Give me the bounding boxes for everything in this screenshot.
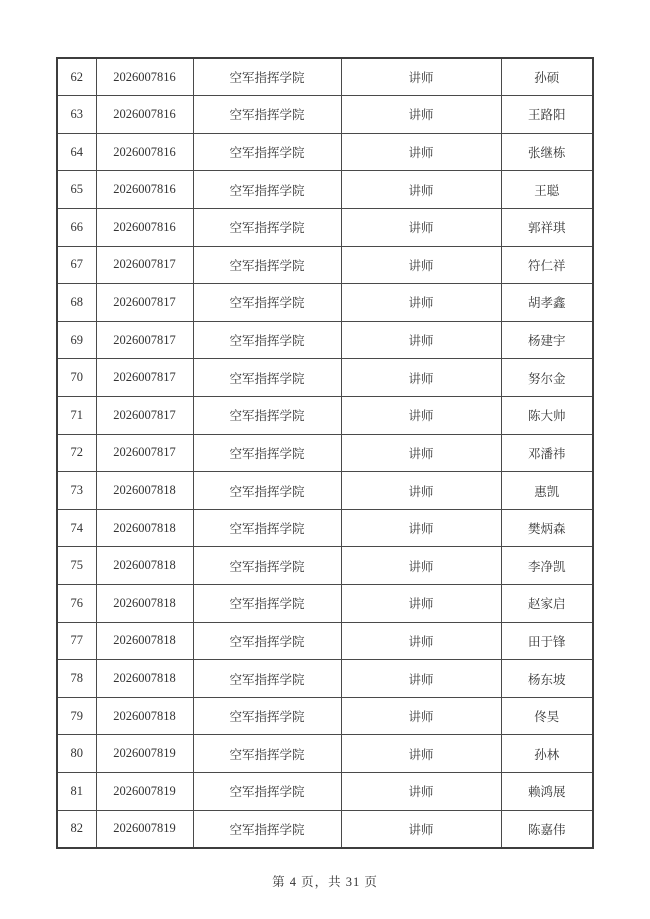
- job-title-cell: 讲师: [341, 585, 501, 623]
- institution-cell: 空军指挥学院: [193, 133, 341, 171]
- person-name-cell: 惠凯: [501, 472, 593, 510]
- row-number-cell: 75: [57, 547, 96, 585]
- person-id-cell: 2026007816: [96, 171, 193, 209]
- row-number-cell: 77: [57, 622, 96, 660]
- person-name-cell: 陈大帅: [501, 396, 593, 434]
- institution-cell: 空军指挥学院: [193, 171, 341, 209]
- job-title-cell: 讲师: [341, 622, 501, 660]
- person-id-cell: 2026007818: [96, 622, 193, 660]
- institution-cell: 空军指挥学院: [193, 321, 341, 359]
- job-title-cell: 讲师: [341, 697, 501, 735]
- institution-cell: 空军指挥学院: [193, 622, 341, 660]
- staff-roster-table: [56, 57, 594, 849]
- row-number-cell: 62: [57, 58, 96, 96]
- person-name-cell: 努尔金: [501, 359, 593, 397]
- row-number-cell: 72: [57, 434, 96, 472]
- person-name-cell: 王聪: [501, 171, 593, 209]
- job-title-cell: 讲师: [341, 208, 501, 246]
- institution-cell: 空军指挥学院: [193, 396, 341, 434]
- row-number-cell: 73: [57, 472, 96, 510]
- institution-cell: 空军指挥学院: [193, 585, 341, 623]
- person-name-cell: 杨建宇: [501, 321, 593, 359]
- row-number-cell: 78: [57, 660, 96, 698]
- person-id-cell: 2026007817: [96, 396, 193, 434]
- table-row: [57, 246, 593, 284]
- table-row: [57, 171, 593, 209]
- person-id-cell: 2026007818: [96, 585, 193, 623]
- person-name-cell: 王路阳: [501, 96, 593, 134]
- institution-cell: 空军指挥学院: [193, 359, 341, 397]
- person-name-cell: 符仁祥: [501, 246, 593, 284]
- person-name-cell: 胡孝鑫: [501, 284, 593, 322]
- row-number-cell: 74: [57, 509, 96, 547]
- person-name-cell: 李净凯: [501, 547, 593, 585]
- institution-cell: 空军指挥学院: [193, 246, 341, 284]
- person-id-cell: 2026007817: [96, 321, 193, 359]
- job-title-cell: 讲师: [341, 396, 501, 434]
- person-id-cell: 2026007819: [96, 735, 193, 773]
- person-id-cell: 2026007817: [96, 246, 193, 284]
- table-row: [57, 434, 593, 472]
- person-id-cell: 2026007816: [96, 208, 193, 246]
- institution-cell: 空军指挥学院: [193, 773, 341, 811]
- person-name-cell: 樊炳森: [501, 509, 593, 547]
- person-id-cell: 2026007818: [96, 509, 193, 547]
- row-number-cell: 70: [57, 359, 96, 397]
- person-name-cell: 佟昊: [501, 697, 593, 735]
- table-row: [57, 133, 593, 171]
- person-id-cell: 2026007817: [96, 434, 193, 472]
- person-name-cell: 杨东坡: [501, 660, 593, 698]
- job-title-cell: 讲师: [341, 58, 501, 96]
- row-number-cell: 65: [57, 171, 96, 209]
- person-id-cell: 2026007818: [96, 547, 193, 585]
- person-id-cell: 2026007818: [96, 660, 193, 698]
- table-row: [57, 208, 593, 246]
- row-number-cell: 67: [57, 246, 96, 284]
- job-title-cell: 讲师: [341, 246, 501, 284]
- person-id-cell: 2026007819: [96, 773, 193, 811]
- institution-cell: 空军指挥学院: [193, 697, 341, 735]
- table-body: [57, 58, 593, 848]
- row-number-cell: 79: [57, 697, 96, 735]
- person-id-cell: 2026007816: [96, 58, 193, 96]
- table-row: [57, 58, 593, 96]
- table-row: [57, 396, 593, 434]
- institution-cell: 空军指挥学院: [193, 509, 341, 547]
- job-title-cell: 讲师: [341, 773, 501, 811]
- person-name-cell: 郭祥琪: [501, 208, 593, 246]
- institution-cell: 空军指挥学院: [193, 96, 341, 134]
- row-number-cell: 63: [57, 96, 96, 134]
- page-number-indicator: 第 4 页，共 31 页: [272, 875, 378, 889]
- job-title-cell: 讲师: [341, 509, 501, 547]
- job-title-cell: 讲师: [341, 547, 501, 585]
- table-row: [57, 660, 593, 698]
- institution-cell: 空军指挥学院: [193, 660, 341, 698]
- person-name-cell: 陈嘉伟: [501, 810, 593, 848]
- institution-cell: 空军指挥学院: [193, 472, 341, 510]
- person-name-cell: 邓潘祎: [501, 434, 593, 472]
- job-title-cell: 讲师: [341, 472, 501, 510]
- row-number-cell: 81: [57, 773, 96, 811]
- row-number-cell: 80: [57, 735, 96, 773]
- person-id-cell: 2026007817: [96, 359, 193, 397]
- job-title-cell: 讲师: [341, 284, 501, 322]
- row-number-cell: 68: [57, 284, 96, 322]
- row-number-cell: 82: [57, 810, 96, 848]
- job-title-cell: 讲师: [341, 96, 501, 134]
- job-title-cell: 讲师: [341, 660, 501, 698]
- job-title-cell: 讲师: [341, 434, 501, 472]
- person-id-cell: 2026007819: [96, 810, 193, 848]
- institution-cell: 空军指挥学院: [193, 208, 341, 246]
- table-row: [57, 735, 593, 773]
- institution-cell: 空军指挥学院: [193, 547, 341, 585]
- person-name-cell: 张继栋: [501, 133, 593, 171]
- job-title-cell: 讲师: [341, 171, 501, 209]
- job-title-cell: 讲师: [341, 133, 501, 171]
- table-row: [57, 509, 593, 547]
- person-id-cell: 2026007818: [96, 472, 193, 510]
- person-name-cell: 孙林: [501, 735, 593, 773]
- job-title-cell: 讲师: [341, 810, 501, 848]
- person-id-cell: 2026007818: [96, 697, 193, 735]
- person-name-cell: 赖鸿展: [501, 773, 593, 811]
- row-number-cell: 76: [57, 585, 96, 623]
- table-row: [57, 321, 593, 359]
- row-number-cell: 66: [57, 208, 96, 246]
- institution-cell: 空军指挥学院: [193, 284, 341, 322]
- table-row: [57, 810, 593, 848]
- job-title-cell: 讲师: [341, 735, 501, 773]
- table-row: [57, 622, 593, 660]
- person-id-cell: 2026007816: [96, 133, 193, 171]
- table-row: [57, 472, 593, 510]
- person-name-cell: 孙硕: [501, 58, 593, 96]
- table-row: [57, 284, 593, 322]
- table-row: [57, 547, 593, 585]
- person-name-cell: 田于锋: [501, 622, 593, 660]
- row-number-cell: 71: [57, 396, 96, 434]
- person-name-cell: 赵家启: [501, 585, 593, 623]
- table-row: [57, 773, 593, 811]
- table-row: [57, 96, 593, 134]
- table-row: [57, 697, 593, 735]
- row-number-cell: 64: [57, 133, 96, 171]
- person-id-cell: 2026007816: [96, 96, 193, 134]
- job-title-cell: 讲师: [341, 321, 501, 359]
- row-number-cell: 69: [57, 321, 96, 359]
- institution-cell: 空军指挥学院: [193, 434, 341, 472]
- table-row: [57, 359, 593, 397]
- institution-cell: 空军指挥学院: [193, 58, 341, 96]
- table-row: [57, 585, 593, 623]
- institution-cell: 空军指挥学院: [193, 735, 341, 773]
- institution-cell: 空军指挥学院: [193, 810, 341, 848]
- job-title-cell: 讲师: [341, 359, 501, 397]
- person-id-cell: 2026007817: [96, 284, 193, 322]
